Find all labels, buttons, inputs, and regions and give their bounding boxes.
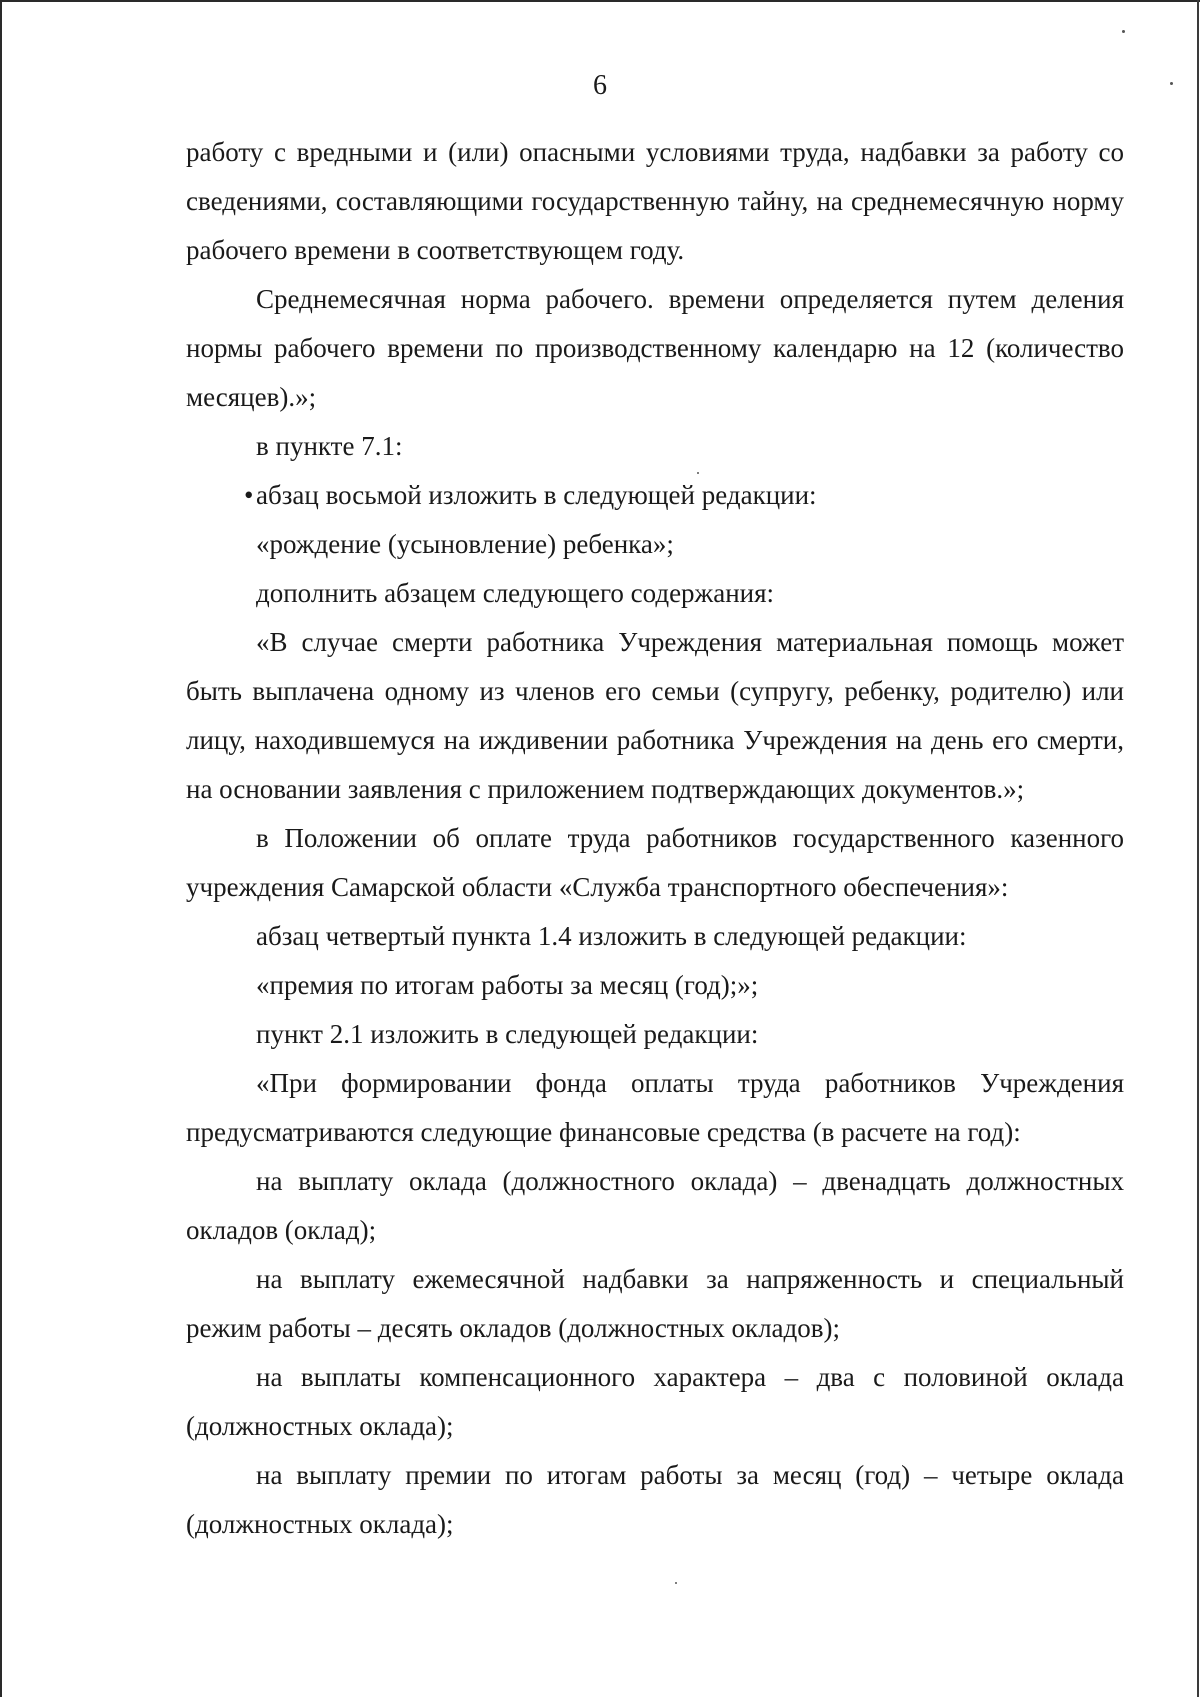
paragraph: на выплату ежемесячной надбавки за напряженность и специальный режим работы – десять окладов (должностных окладов); (186, 1264, 1124, 1343)
paragraph: «При формировании фонда оплаты труда работников Учреждения предусматриваются следующие финансовые средства (в расчете на год): (186, 1068, 1124, 1147)
paragraph: дополнить абзацем следующего содержания: (256, 578, 775, 608)
paragraph: на выплату премии по итогам работы за месяц (год) – четыре оклада (должностных оклада); (186, 1460, 1124, 1539)
paragraph: «рождение (усыновление) ребенка»; (256, 529, 674, 559)
paragraph: абзац четвертый пункта 1.4 изложить в следующей редакции: (256, 921, 967, 951)
paragraph: на выплаты компенсационного характера – два с половиной оклада (должностных оклада); (186, 1362, 1124, 1441)
paragraph: в пункте 7.1: (256, 431, 403, 461)
paragraph: «премия по итогам работы за месяц (год);»; (256, 970, 759, 1000)
paragraph: в Положении об оплате труда работников государственного казенного учреждения Самарской области «Служба транспортного обеспечения»: (186, 823, 1124, 902)
scan-edge-top (0, 0, 1200, 2)
paragraph: работу с вредными и (или) опасными условиями труда, надбавки за работу со сведениями, составляющими государственную тайну, на среднемесячную норму рабочего времени в соответствующем году. (186, 137, 1124, 265)
paragraph-text: абзац восьмой изложить в следующей редакции: (256, 480, 817, 510)
paragraph: Среднемесячная норма рабочего. времени определяется путем деления нормы рабочего времени по производственному календарю на 12 (количество месяцев).»; (186, 284, 1124, 412)
scan-edge-left (0, 0, 2, 1697)
scan-speck (1122, 30, 1125, 33)
document-body (186, 128, 1124, 1549)
scan-speck (675, 1582, 677, 1584)
paragraph: на выплату оклада (должностного оклада) – двенадцать должностных окладов (оклад); (186, 1166, 1124, 1245)
bullet-mark: • (244, 480, 254, 510)
paragraph: пункт 2.1 изложить в следующей редакции: (256, 1019, 759, 1049)
scan-edge-right (1197, 0, 1199, 1697)
paragraph: «В случае смерти работника Учреждения материальная помощь может быть выплачена одному из членов его семьи (супругу, ребенку, родителю) или лицу, находившемуся на иждивении работника Учреждения на день его смерти, на основании заявления с приложением подтверждающих документов.»; (186, 627, 1124, 804)
paragraph (186, 471, 1124, 520)
page-number: 6 (593, 70, 607, 101)
